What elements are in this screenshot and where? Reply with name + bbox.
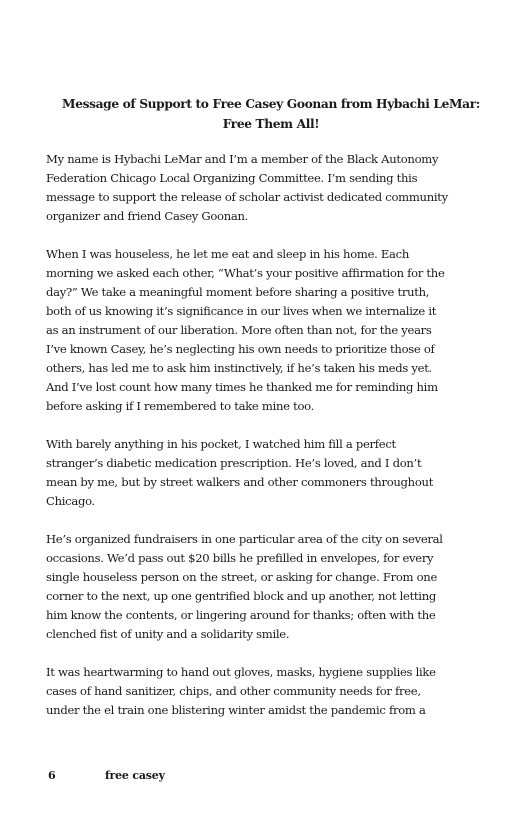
paragraph-line: him know the contents, or lingering around for thanks; often with the xyxy=(46,608,436,622)
paragraph-line: corner to the next, up one gentrified block and up another, not letting xyxy=(46,589,436,603)
body-paragraph xyxy=(46,663,498,720)
paragraph-line: organizer and friend Casey Goonan. xyxy=(46,209,249,223)
paragraph-line: stranger’s diabetic medication prescription. He’s loved, and I don’t xyxy=(46,456,422,470)
paragraph-line: Chicago. xyxy=(46,494,95,508)
paragraph-line: before asking if I remembered to take mine too. xyxy=(46,399,314,413)
paragraph-line: occasions. We’d pass out $20 bills he prefilled in envelopes, for every xyxy=(46,551,434,565)
body-paragraph xyxy=(46,150,498,226)
title-line-2: Free Them All! xyxy=(222,117,320,131)
title-line-1: Message of Support to Free Casey Goonan from Hybachi LeMar: xyxy=(62,97,480,111)
running-title: free casey xyxy=(105,769,165,782)
page-footer xyxy=(0,767,528,787)
page-number: 6 xyxy=(48,769,56,782)
paragraph-line: message to support the release of scholar activist dedicated community xyxy=(46,190,448,204)
body-paragraph xyxy=(46,245,498,416)
paragraph-line: With barely anything in his pocket, I watched him fill a perfect xyxy=(46,437,396,451)
paragraph-line: clenched fist of unity and a solidarity smile. xyxy=(46,627,290,641)
paragraph-line: When I was houseless, he let me eat and sleep in his home. Each xyxy=(46,247,410,261)
body-paragraph xyxy=(46,530,498,644)
paragraph-line: as an instrument of our liberation. More often than not, for the years xyxy=(46,323,432,337)
paragraph-line: others, has led me to ask him instinctively, if he’s taken his meds yet. xyxy=(46,361,432,375)
article-body xyxy=(46,150,498,739)
paragraph-line: cases of hand sanitizer, chips, and other community needs for free, xyxy=(46,684,421,698)
paragraph-line: He’s organized fundraisers in one particular area of the city on several xyxy=(46,532,443,546)
paragraph-line: I’ve known Casey, he’s neglecting his own needs to prioritize those of xyxy=(46,342,435,356)
paragraph-line: morning we asked each other, “What’s your positive affirmation for the xyxy=(46,266,445,280)
paragraph-line: And I’ve lost count how many times he thanked me for reminding him xyxy=(46,380,438,394)
body-paragraph xyxy=(46,435,498,511)
article-title xyxy=(46,94,496,134)
paragraph-line: single houseless person on the street, or asking for change. From one xyxy=(46,570,438,584)
paragraph-line: both of us knowing it’s significance in our lives when we internalize it xyxy=(46,304,437,318)
paragraph-line: My name is Hybachi LeMar and I’m a member of the Black Autonomy xyxy=(46,152,439,166)
paragraph-line: mean by me, but by street walkers and other commoners throughout xyxy=(46,475,434,489)
paragraph-line: day?” We take a meaningful moment before sharing a positive truth, xyxy=(46,285,430,299)
paragraph-line: under the el train one blistering winter amidst the pandemic from a xyxy=(46,703,426,717)
paragraph-line: It was heartwarming to hand out gloves, masks, hygiene supplies like xyxy=(46,665,436,679)
paragraph-line: Federation Chicago Local Organizing Committee. I’m sending this xyxy=(46,171,418,185)
